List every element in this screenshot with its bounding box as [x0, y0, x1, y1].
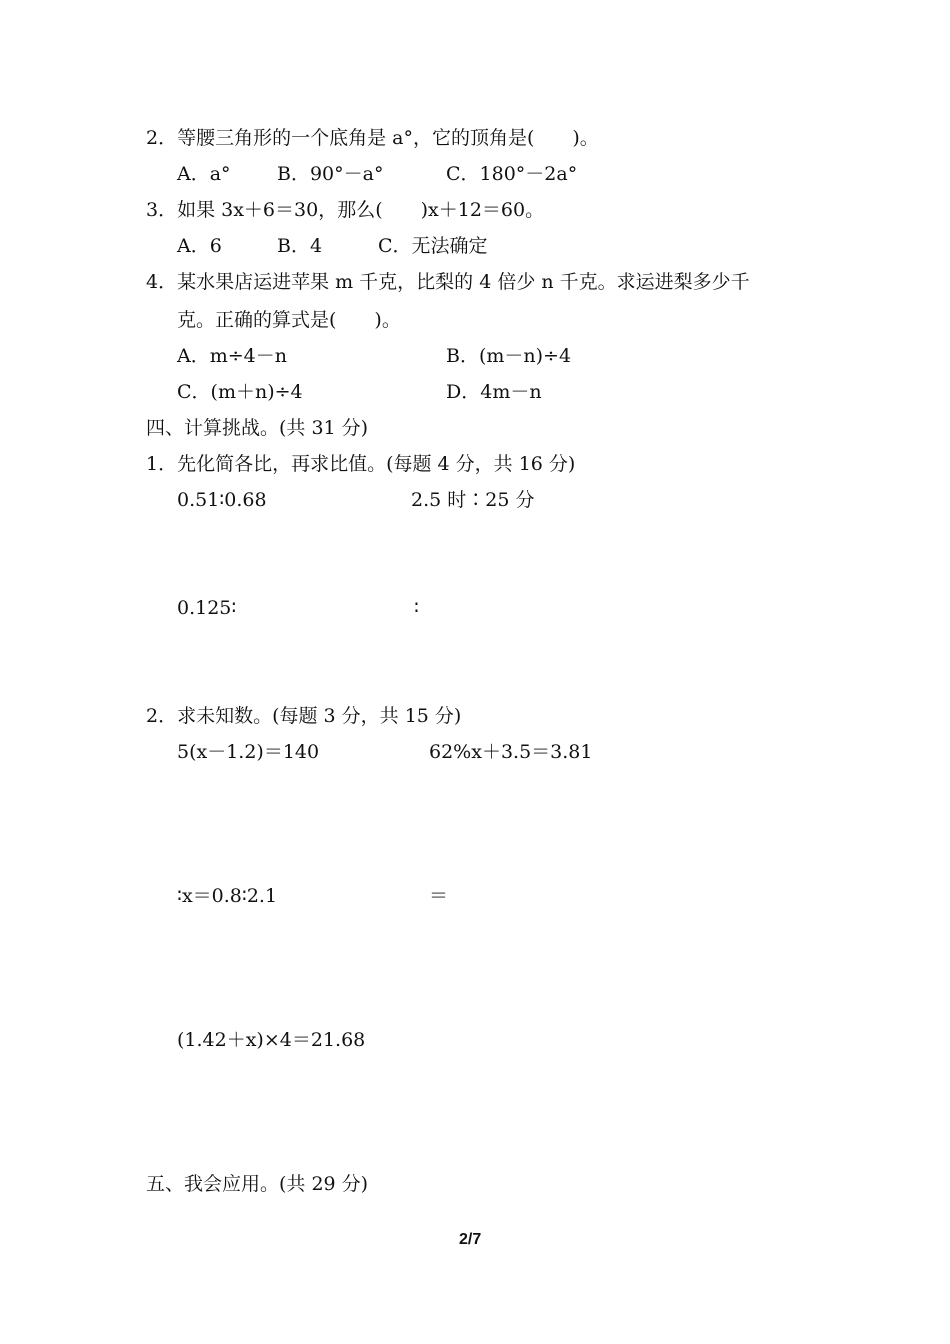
question-4-option-c: C．(m＋n)÷4	[177, 381, 303, 403]
ratio-item-3: 0.125∶	[177, 597, 237, 619]
question-3-option-a: A．6	[177, 235, 222, 257]
part-1-heading: 1．先化简各比，再求比值。(每题 4 分，共 16 分)	[146, 453, 576, 475]
question-2-stem: 2．等腰三角形的一个底角是 a°，它的顶角是( )。	[146, 127, 599, 149]
ratio-item-2: 2.5 时∶25 分	[411, 489, 535, 511]
equation-2: 62%x＋3.5＝3.81	[429, 741, 593, 763]
question-3-option-b: B．4	[277, 235, 323, 257]
question-4-option-d: D．4m－n	[446, 381, 542, 403]
ratio-item-4: ∶	[414, 597, 419, 619]
question-2-option-a: A．a°	[177, 163, 231, 185]
question-4-stem-line2: 克。正确的算式是( )。	[177, 309, 401, 331]
question-2-option-c: C．180°－2a°	[446, 163, 578, 185]
equation-1: 5(x－1.2)＝140	[177, 741, 320, 763]
equation-4: ＝	[429, 885, 449, 907]
section-5-heading: 五、我会应用。(共 29 分)	[146, 1173, 369, 1195]
page-number: 2/7	[459, 1231, 482, 1248]
ratio-item-1: 0.51∶0.68	[177, 489, 267, 511]
question-2-option-b: B．90°－a°	[277, 163, 384, 185]
question-4-option-b: B．(m－n)÷4	[446, 345, 572, 367]
section-4-heading: 四、计算挑战。(共 31 分)	[146, 417, 369, 439]
question-4-option-a: A．m÷4－n	[177, 345, 287, 367]
equation-5: (1.42＋x)×4＝21.68	[177, 1029, 366, 1051]
equation-3: ∶x＝0.8∶2.1	[177, 885, 278, 907]
part-2-heading: 2．求未知数。(每题 3 分，共 15 分)	[146, 705, 462, 727]
question-3-stem: 3．如果 3x＋6＝30，那么( )x＋12＝60。	[146, 199, 545, 221]
question-3-option-c: C．无法确定	[378, 235, 488, 257]
question-4-stem-line1: 4．某水果店运进苹果 m 千克，比梨的 4 倍少 n 千克。求运进梨多少千	[146, 271, 750, 293]
